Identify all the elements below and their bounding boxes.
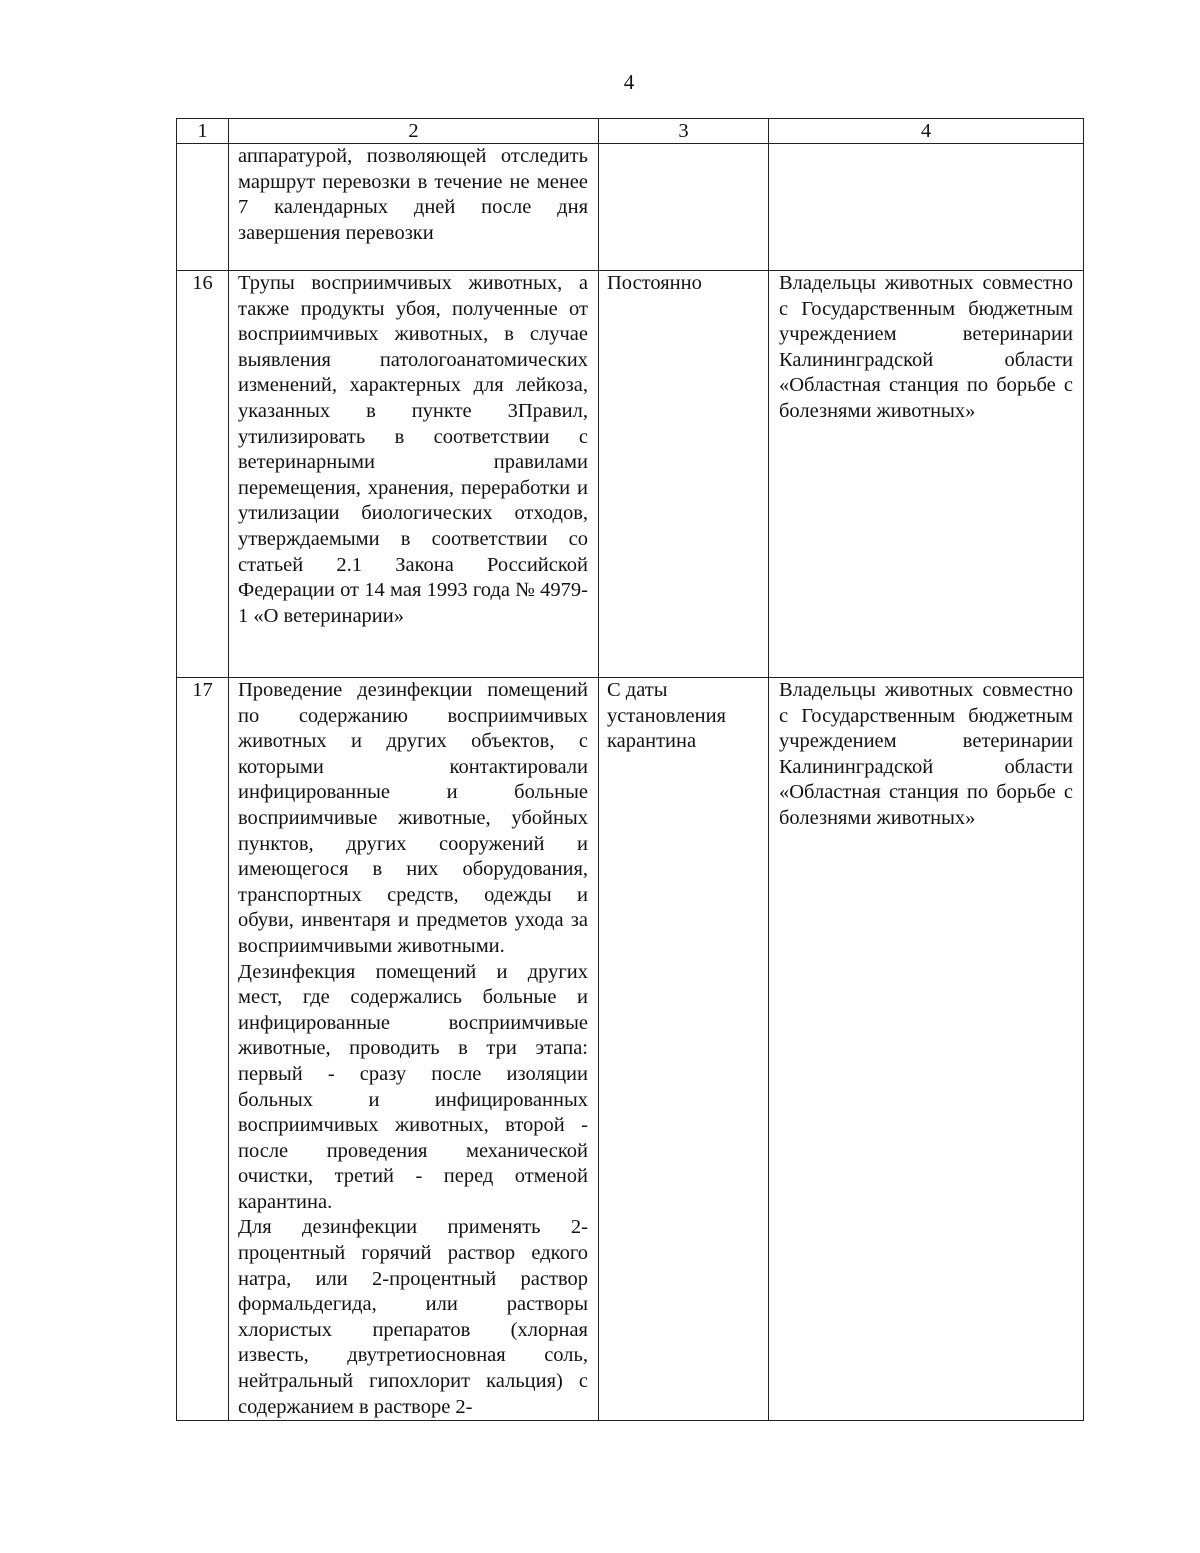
- term-cell: [599, 271, 769, 678]
- measure-text: Трупы восприимчивых животных, а также продукты убоя, полученные от восприимчивых животных, в случае выявления патологоанатомических изменений, характерных для лейкоза, указанных в пункте 3Правил, утилизировать в соответствии с ветеринарными правилами перемещения, хранения, переработки и утилизации биологических отходов, утверждаемыми в соответствии со статьей 2.1 Закона Российской Федерации от 14 мая 1993 года № 4979-1 «О ветеринарии»: [238, 272, 588, 627]
- responsible-text: Владельцы животных совместно с Государственным бюджетным учреждением ветеринарии Калининградской области «Областная станция по борьбе с болезнями животных»: [779, 272, 1073, 422]
- table-row: [177, 678, 1084, 1421]
- row-number: 16: [177, 271, 229, 678]
- measure-cell: [229, 271, 599, 678]
- measures-table: [176, 118, 1084, 1421]
- header-col-1: 1: [177, 119, 229, 144]
- header-col-4: 4: [769, 119, 1084, 144]
- responsible-cell: [769, 144, 1084, 271]
- measure-text: аппаратурой, позволяющей отследить маршрут перевозки в течение не менее 7 календарных дней после дня завершения перевозки: [238, 145, 588, 244]
- table-row: [177, 144, 1084, 271]
- term-text: С даты установления карантина: [607, 679, 726, 753]
- header-col-2: 2: [229, 119, 599, 144]
- header-col-3: 3: [599, 119, 769, 144]
- responsible-cell: [769, 678, 1084, 1421]
- measure-text: Проведение дезинфекции помещений по содержанию восприимчивых животных и других объектов, с которыми контактировали инфицированные и больные восприимчивые животные, убойных пунктов, других сооружений и имеющегося в них оборудования, транспортных средств, одежды и обуви, инвентаря и предметов ухода за восприимчивыми животными.: [238, 679, 588, 957]
- table-header-row: [177, 119, 1084, 144]
- responsible-cell: [769, 271, 1084, 678]
- measure-cell: [229, 144, 599, 271]
- term-cell: [599, 678, 769, 1421]
- page-number: 4: [623, 70, 635, 94]
- row-number: 17: [177, 678, 229, 1421]
- measure-text: Дезинфекция помещений и других мест, где содержались больные и инфицированные восприимчивые животные, проводить в три этапа: первый - сразу после изоляции больных и инфицированных восприимчивых животных, второй - после проведения механической очистки, третий - перед отменой карантина.: [238, 960, 588, 1213]
- measure-cell: [229, 678, 599, 1421]
- term-cell: [599, 144, 769, 271]
- term-text: Постоянно: [607, 272, 702, 294]
- table-row: [177, 271, 1084, 678]
- measure-text: Для дезинфекции применять 2-процентный горячий раствор едкого натра, или 2-процентный раствор формальдегида, или растворы хлористых препаратов (хлорная известь, двутретиосновная соль, нейтральный гипохлорит кальция) с содержанием в растворе 2-: [238, 1216, 588, 1418]
- row-number: [177, 144, 229, 271]
- responsible-text: Владельцы животных совместно с Государственным бюджетным учреждением ветеринарии Калининградской области «Областная станция по борьбе с болезнями животных»: [779, 679, 1073, 829]
